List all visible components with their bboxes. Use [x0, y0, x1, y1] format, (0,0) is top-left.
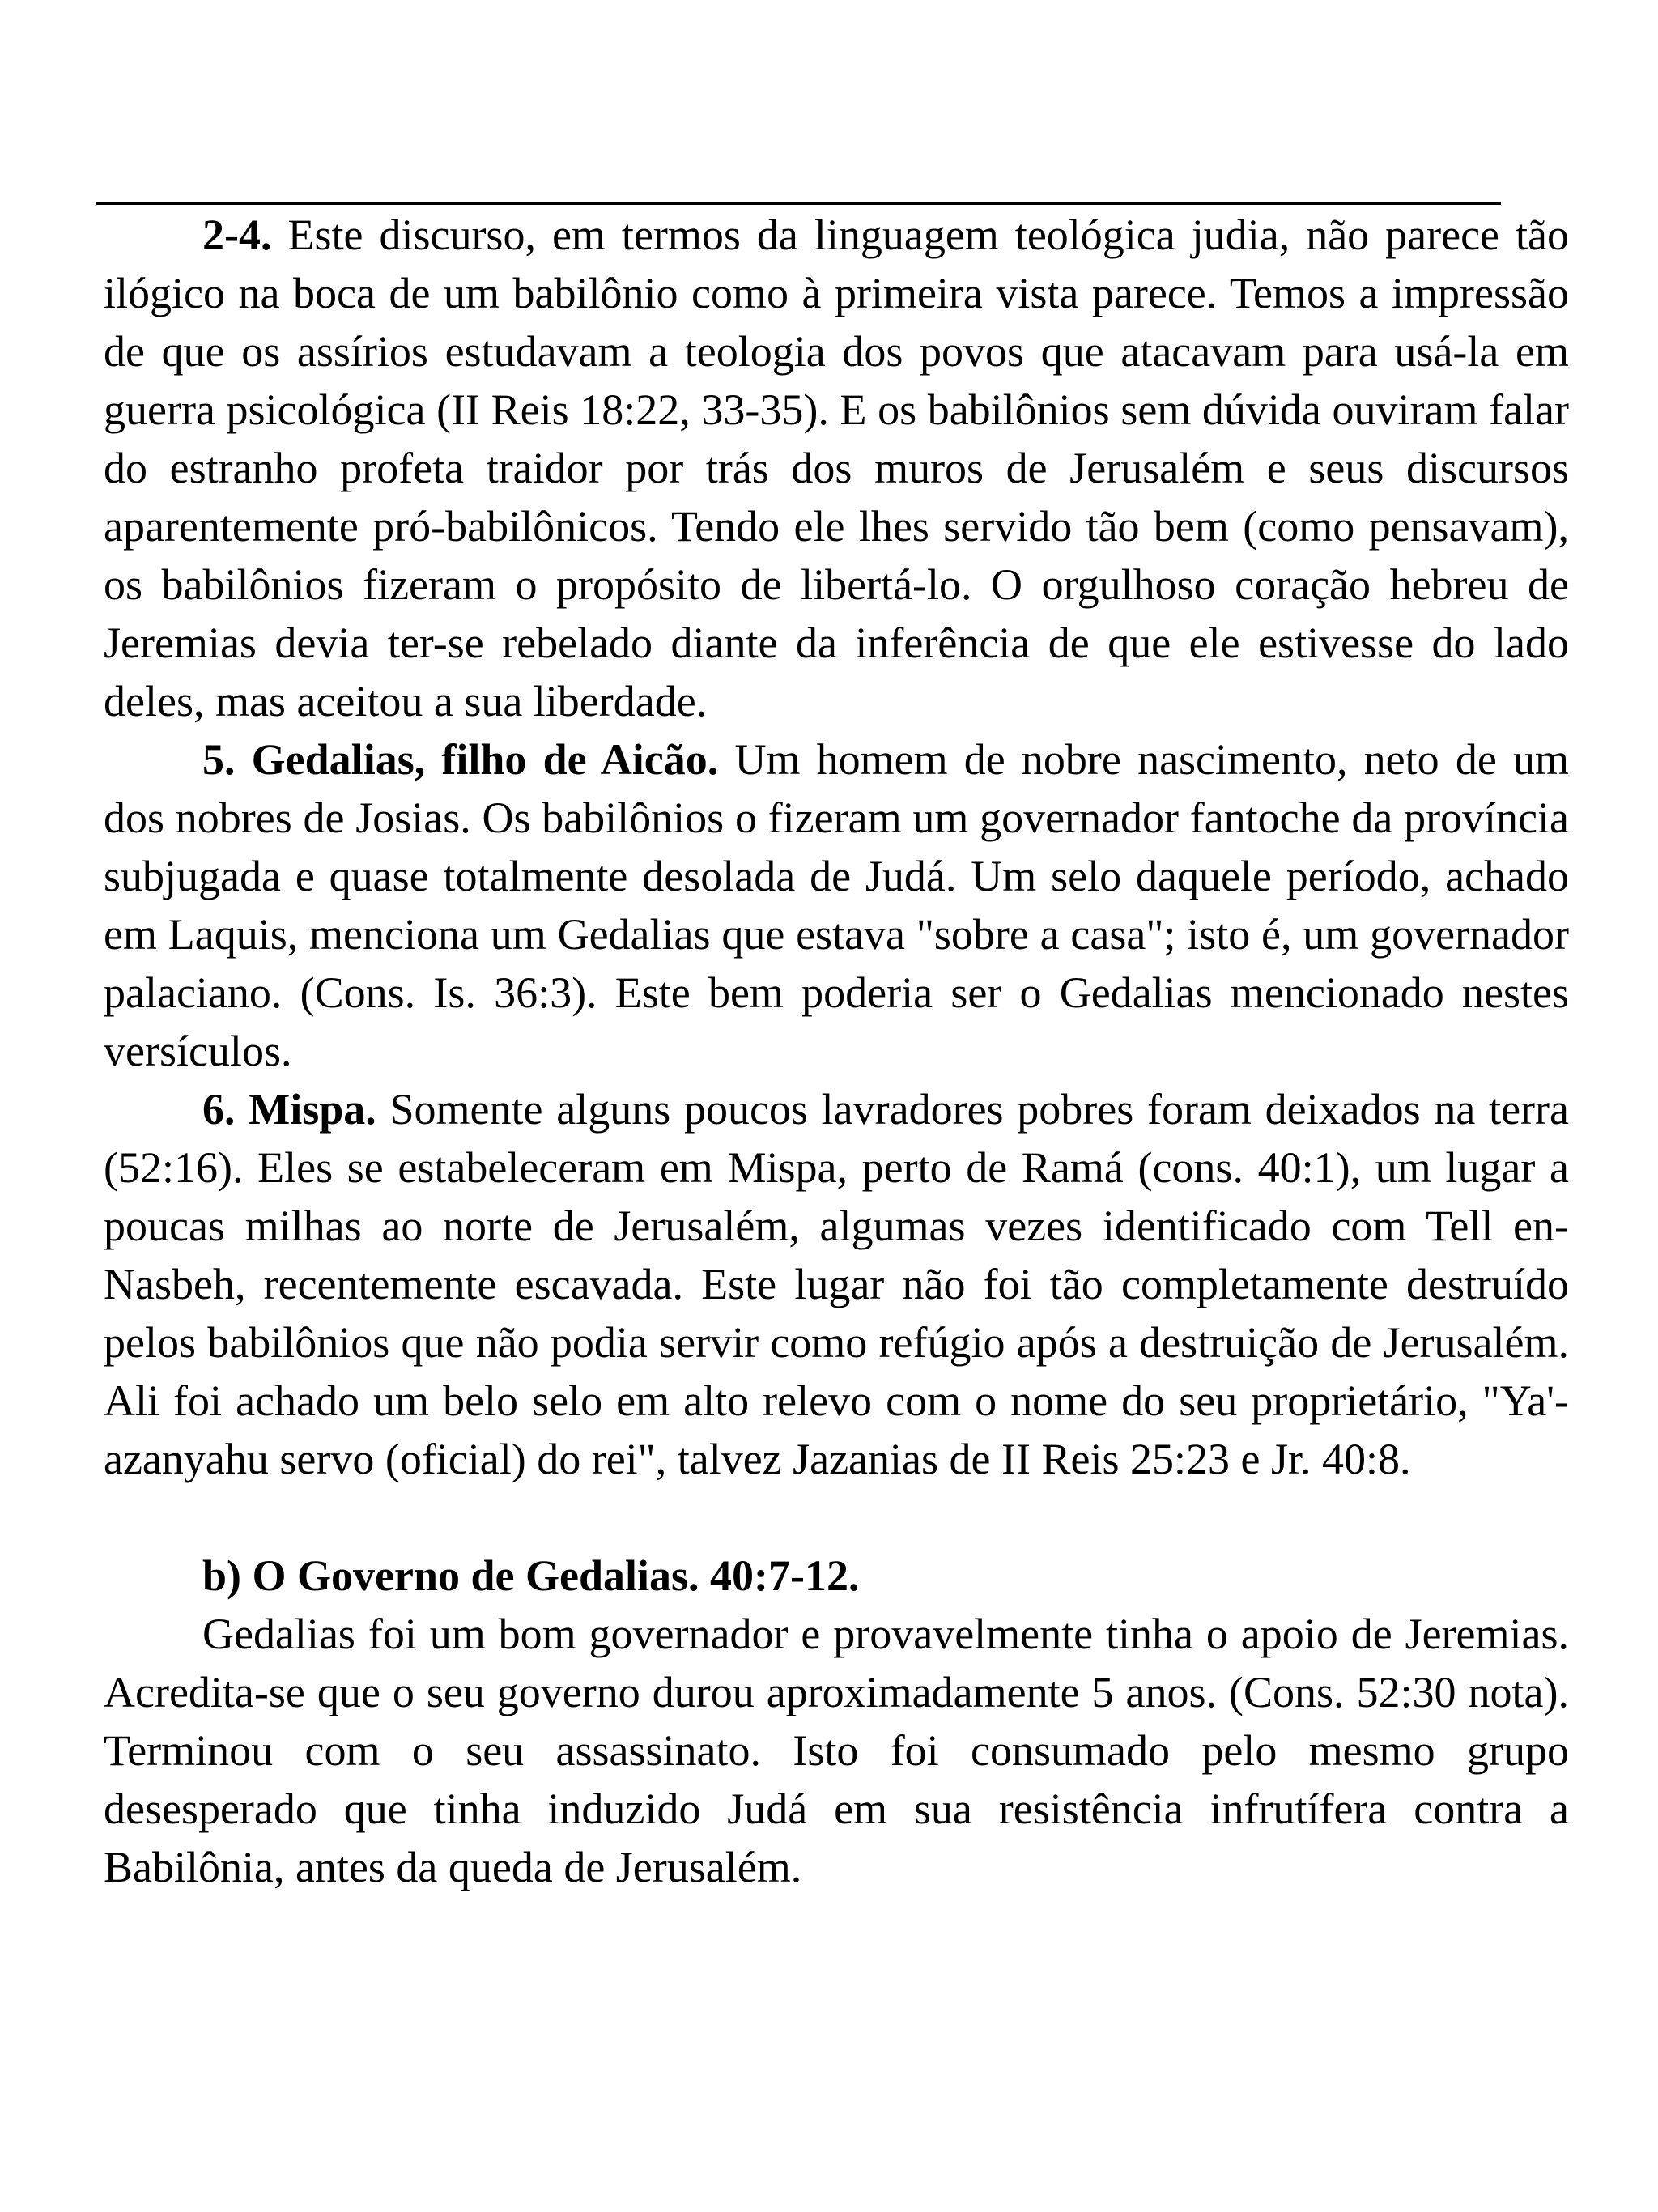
commentary-paragraph: [104, 1080, 1569, 1488]
commentary-paragraph: [104, 206, 1569, 730]
verse-heading: 5. Gedalias, filho de Aicão.: [202, 735, 719, 784]
paragraph-text: Um homem de nobre nascimento, neto de um dos nobres de Josias. Os babilônios o fizeram um governador fantoche da província subjugada e quase totalmente desolada de Judá. Um selo daquele período, achado em Laquis, menciona um Gedalias que estava "sobre a casa"; isto é, um governador palaciano. (Cons. Is. 36:3). Este bem poderia ser o Gedalias mencionado nestes versículos.: [104, 735, 1569, 1075]
paragraph-text: Somente alguns poucos lavradores pobres foram deixados na terra (52:16). Eles se estabeleceram em Mispa, perto de Ramá (cons. 40:1), um lugar a poucas milhas ao norte de Jerusalém, algumas vezes identificado com Tell en-Nasbeh, recentemente escavada. Este lugar não foi tão completamente destruído pelos babilônios que não podia servir como refúgio após a destruição de Jerusalém. Ali foi achado um belo selo em alto relevo com o nome do seu proprietário, "Ya'-azanyahu servo (oficial) do rei", talvez Jazanias de II Reis 25:23 e Jr. 40:8.: [104, 1085, 1569, 1483]
verse-heading: 6. Mispa.: [202, 1085, 376, 1134]
document-body: [104, 206, 1569, 1896]
commentary-paragraph: [104, 730, 1569, 1080]
section-heading: b) O Governo de Gedalias. 40:7-12.: [202, 1551, 860, 1600]
paragraph-text: Este discurso, em termos da linguagem teológica judia, não parece tão ilógico na boca de um babilônio como à primeira vista parece. Temos a impressão de que os assírios estudavam a teologia dos povos que atacavam para usá-la em guerra psicológica (II Reis 18:22, 33-35). E os babilônios sem dúvida ouviram falar do estranho profeta traidor por trás dos muros de Jerusalém e seus discursos aparentemente pró-babilônicos. Tendo ele lhes servido tão bem (como pensavam), os babilônios fizeram o propósito de libertá-lo. O orgulhoso coração hebreu de Jeremias devia ter-se rebelado diante da inferência de que ele estivesse do lado deles, mas aceitou a sua liberdade.: [104, 211, 1569, 725]
section-paragraph: Gedalias foi um bom governador e provavelmente tinha o apoio de Jeremias. Acredita-se que o seu governo durou aproximadamente 5 anos. (Cons. 52:30 nota). Terminou com o seu assassinato. Isto foi consumado pelo mesmo grupo desesperado que tinha induzido Judá em sua resistência infrutífera contra a Babilônia, antes da queda de Jerusalém.: [104, 1610, 1569, 1891]
verse-heading: 2-4.: [202, 211, 272, 259]
top-rule: [96, 202, 1501, 205]
